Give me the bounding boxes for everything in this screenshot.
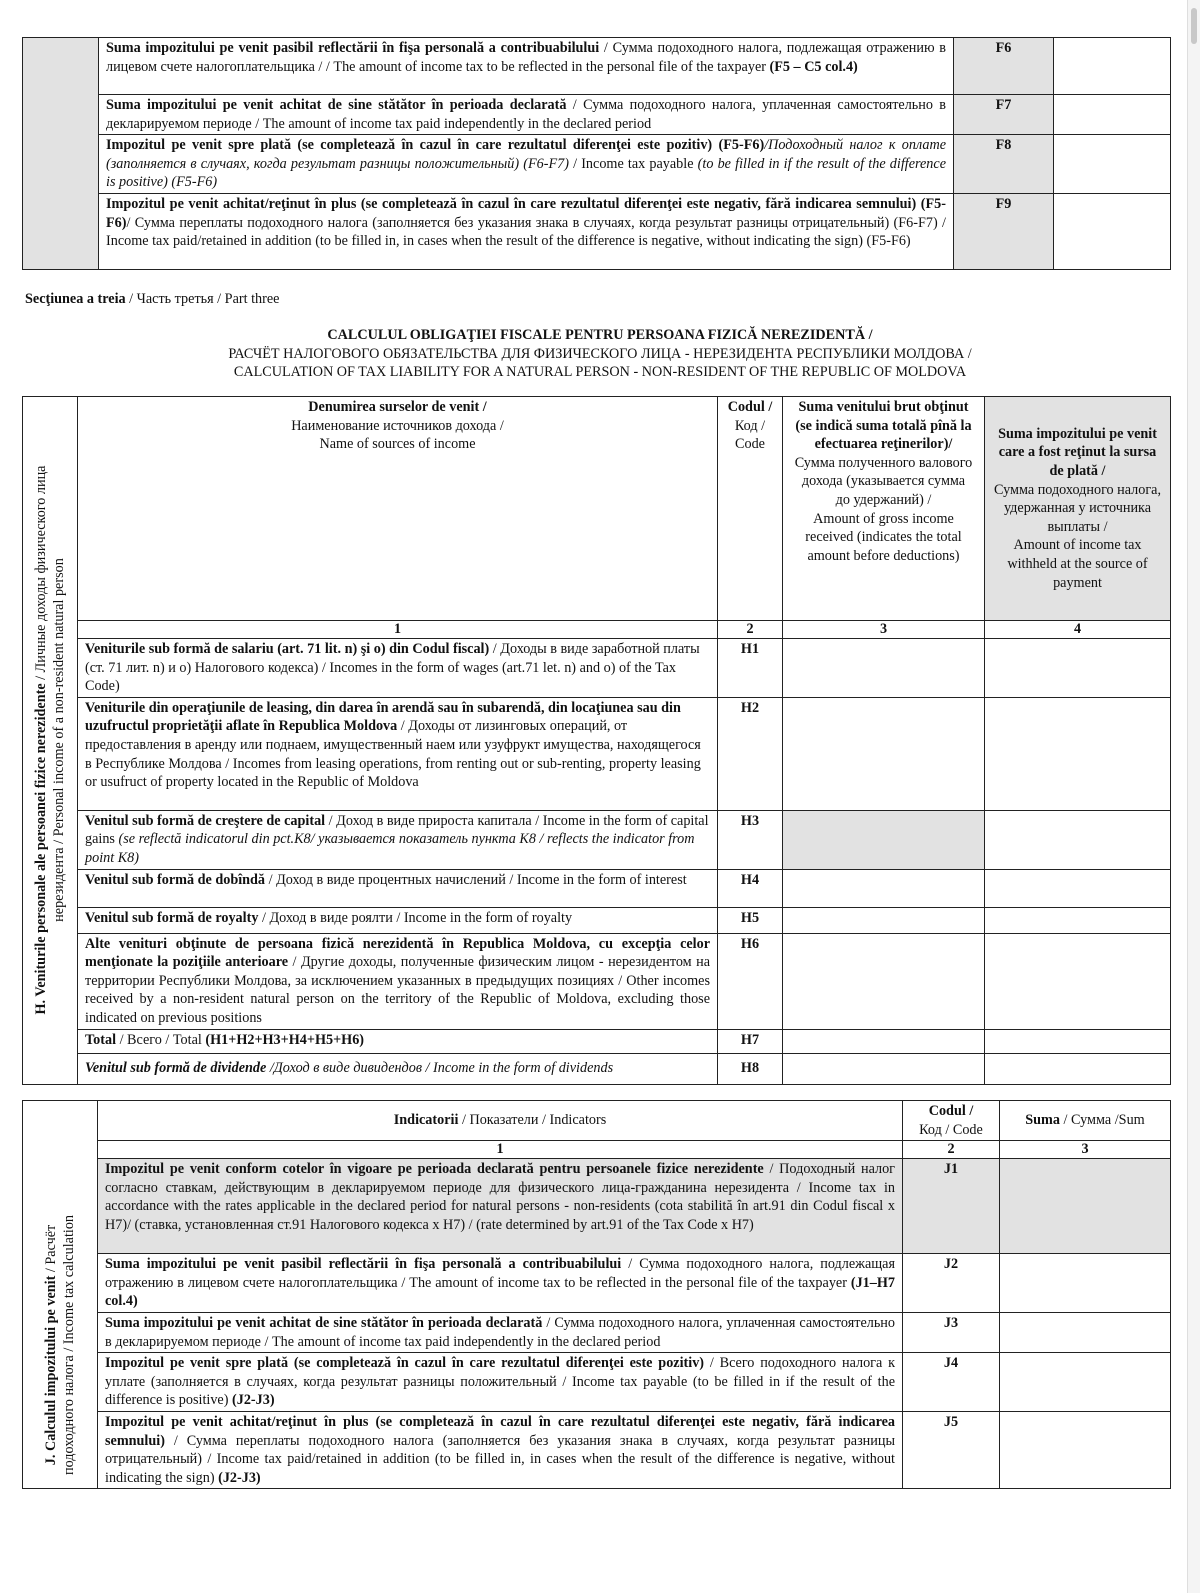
label-text: / Сумма подоходного налога, уплаченная самостоятельно в декларируемом периоде / The amount of income tax paid independently in the declared period xyxy=(105,1314,895,1350)
label-text-bold: (H1+H2+H3+H4+H5+H6) xyxy=(205,1031,365,1048)
label-text: / Другие доходы, полученные физическим лицом - нерезидентом на территории Республики Молдова, за исключением указанных в предыдущих позициях / Other incomes received by a non-resident natural person on the territory of the Republic of Moldova, excluding those indicated on previous positions xyxy=(85,954,710,1026)
column-number: 3 xyxy=(783,621,985,639)
column-number-row-j xyxy=(23,1141,1171,1159)
row-label-h3 xyxy=(78,810,718,869)
row-label-h4 xyxy=(78,869,718,907)
value-cell-h1-gross[interactable] xyxy=(783,639,985,698)
value-cell-h3-tax[interactable] xyxy=(985,810,1171,869)
label-text-bold: Venitul sub formă de dobîndă xyxy=(85,871,266,888)
column-header-gross-ru: Сумма полученного валового дохода (указывается сумма до удержаний) / xyxy=(794,454,973,508)
column-header-indicators-ro: Indicatorii xyxy=(393,1112,459,1129)
row-code-j3: J3 xyxy=(903,1312,1000,1352)
column-header-tax-ru: Сумма подоходного налога, удержанная у источника выплаты / xyxy=(993,481,1162,535)
label-text-bold: (J2-J3) xyxy=(218,1469,261,1486)
column-header-gross-income xyxy=(783,397,985,621)
table-row-h8 xyxy=(23,1053,1171,1084)
column-header-sum-rest: / Сумма /Sum xyxy=(1059,1112,1145,1129)
vertical-scrollbar[interactable] xyxy=(1187,0,1200,1593)
column-number: 2 xyxy=(903,1141,1000,1159)
row-label-f8 xyxy=(99,135,954,194)
label-text-bold: Venitul sub formă de royalty xyxy=(85,909,259,926)
value-cell-j2[interactable] xyxy=(1000,1254,1171,1313)
column-header-sum-ro: Suma xyxy=(1025,1112,1060,1129)
table-row-h4 xyxy=(23,869,1171,907)
value-cell-h4-tax[interactable] xyxy=(985,869,1171,907)
row-code-f9: F9 xyxy=(954,193,1054,269)
label-text: / Сумма подоходного налога, уплаченная самостоятельно в декларируемом периоде / The amount of income tax paid independently in the declared period xyxy=(106,97,947,132)
label-text-bold: Suma impozitului pe venit pasibil reflectării în fişa personală a contribuabilului xyxy=(106,40,600,56)
value-cell-j4[interactable] xyxy=(1000,1353,1171,1412)
section-label-rest: / Часть третья / Part three xyxy=(125,291,280,307)
label-text-italic: (to be filled in if the result of the difference is positive) (F5-F6) xyxy=(106,155,946,191)
label-text: / Подоходный налог согласно ставкам, действующим в декларируемом периоде для физического лица-гражданина нерезидента / Income tax in accordance with the rates applicable in the declared period for natural persons - non-residents (cota stabilită în art.91 din Codul fiscal x H7)/ (ставка, установленная ст.91 Налогового кодекса x H7) / (rate determined by art.91 of the Tax Code x H7) xyxy=(105,1161,896,1233)
row-code-h1: H1 xyxy=(718,639,783,698)
title-line-ru: РАСЧЁТ НАЛОГОВОГО ОБЯЗАТЕЛЬСТВА ДЛЯ ФИЗИЧЕСКОГО ЛИЦА - НЕРЕЗИДЕНТА РЕСПУБЛИКИ МОЛДОВА / xyxy=(228,345,972,362)
row-code-f6: F6 xyxy=(954,38,1054,95)
column-header-code-ro: Codul / xyxy=(727,399,773,415)
column-header-gross-ro: Suma venitului brut obţinut (se indică suma totală pînă la efectuarea reţinerilor)/ xyxy=(795,399,972,453)
row-label-j1 xyxy=(98,1159,903,1254)
table-row-j2 xyxy=(23,1254,1171,1313)
column-number-row xyxy=(23,621,1171,639)
label-text-bold: Impozitul pe venit spre plată (se completează în cazul în care rezultatul diferenţei este pozitiv) (F5-F6) xyxy=(106,137,765,154)
row-label-f9 xyxy=(99,193,954,269)
row-code-f8: F8 xyxy=(954,135,1054,194)
label-text: / Income tax payable xyxy=(568,155,698,172)
label-text-bold: Veniturile din operaţiunile de leasing, din darea în arendă sau în subarendă, din locaţiunea sau din uzufructul proprietăţii aflate în Republica Moldova xyxy=(85,699,681,735)
row-code-h6: H6 xyxy=(718,933,783,1029)
value-cell-j5[interactable] xyxy=(1000,1411,1171,1488)
row-code-f7: F7 xyxy=(954,95,1054,135)
value-cell-j1[interactable] xyxy=(1000,1159,1171,1254)
value-cell-f7[interactable] xyxy=(1054,95,1171,135)
table-row-f9 xyxy=(23,193,1171,269)
section-label xyxy=(25,290,279,309)
value-cell-h4-gross[interactable] xyxy=(783,869,985,907)
column-number: 1 xyxy=(98,1141,903,1159)
table-f-body xyxy=(23,38,1171,270)
value-cell-h8-tax[interactable] xyxy=(985,1053,1171,1084)
column-number: 1 xyxy=(78,621,718,639)
row-label-h5 xyxy=(78,907,718,933)
row-label-h1 xyxy=(78,639,718,698)
label-text-bold: Venitul sub formă de creştere de capital xyxy=(85,812,326,829)
label-text: / Доход в виде процентных начислений / Income in the form of interest xyxy=(265,871,687,888)
row-label-j5 xyxy=(98,1411,903,1488)
column-header-code-en: Code xyxy=(735,436,765,453)
table-row-f6 xyxy=(23,38,1171,95)
table-row-h7 xyxy=(23,1029,1171,1053)
table-j-side-label xyxy=(42,1215,78,1475)
row-label-f6 xyxy=(99,38,954,95)
column-header-name-ru: Наименование источников дохода / xyxy=(291,417,504,434)
value-cell-f9[interactable] xyxy=(1054,193,1171,269)
table-row-j4 xyxy=(23,1353,1171,1412)
label-text: / Доходы от лизинговых операций, от предоставления в аренду или поднаем, имущественный наем или узуфрукт имущества, находящегося в Республике Молдова / Incomes from leasing operations, from renting out or sub-renting, property leasing or usufruct of property located in the Republic of Moldova xyxy=(85,718,701,791)
label-text-bold: Impozitul pe venit achitat/reţinut în plus (se completează în cazul în care rezultatul diferenţei este negativ, fără indicarea semnului) xyxy=(105,1413,895,1449)
row-label-j3 xyxy=(98,1312,903,1352)
label-text: / Всего подоходного налога к уплате (заполняется в случаях, когда результат разницы положительный / Income tax payable (to be filled in if the result of the difference is positive) xyxy=(105,1355,895,1409)
label-text-italic: /Доход в виде дивидендов / Income in the form of dividends xyxy=(266,1060,614,1077)
column-header-indicators-rest: / Показатели / Indicators xyxy=(458,1112,607,1129)
column-header-code-j xyxy=(903,1101,1000,1141)
column-header-tax-en: Amount of income tax withheld at the source of payment xyxy=(1007,537,1148,591)
row-code-h7: H7 xyxy=(718,1029,783,1053)
row-code-h4: H4 xyxy=(718,869,783,907)
table-j-side-label-cell xyxy=(23,1101,98,1489)
row-label-h7 xyxy=(78,1029,718,1053)
label-text-bold: (J1–H7 col.4) xyxy=(105,1274,895,1310)
value-cell-h5-gross[interactable] xyxy=(783,907,985,933)
row-label-h2 xyxy=(78,697,718,810)
side-label-j-bold: J. Calculul impozitului pe venit xyxy=(43,1275,59,1466)
value-cell-h2-gross[interactable] xyxy=(783,697,985,810)
table-h-side-label xyxy=(32,466,68,1015)
label-text: / Всего / Total xyxy=(116,1031,206,1048)
table-h-side-label-cell xyxy=(23,397,78,1085)
value-cell-h7-gross[interactable] xyxy=(783,1029,985,1053)
column-header-code-j-rest: Код / Code xyxy=(919,1121,983,1138)
table-h-body xyxy=(23,397,1171,1085)
label-text-bold: Suma impozitului pe venit achitat de sine stătător în perioada declarată xyxy=(106,97,567,113)
table-row-f8 xyxy=(23,135,1171,194)
label-text: / Доход в виде роялти / Income in the form of royalty xyxy=(258,909,573,926)
value-cell-h6-tax[interactable] xyxy=(985,933,1171,1029)
row-label-j2 xyxy=(98,1254,903,1313)
label-text: / Доходы в виде заработной платы (ст. 71 лит. n) и o) Налогового кодекса) / Incomes in the form of wages (art.71 let. n) and o) of the Tax Code) xyxy=(85,641,700,695)
section-title xyxy=(0,326,1200,382)
label-text: / Сумма переплаты подоходного налога (заполняется без указания знака в случаях, когда результат разницы отрицательный) (F6-F7) / Income tax paid/retained in addition (to be filled in, in cases when the result of the difference is negative, without indicating the sign) (F5-F6) xyxy=(106,214,946,250)
side-label-h-rest: / Личные доходы физического лица xyxy=(33,465,49,684)
label-text-bold: (J2-J3) xyxy=(232,1392,275,1409)
value-cell-f8[interactable] xyxy=(1054,135,1171,194)
column-header-code-j-ro: Codul / xyxy=(928,1103,974,1119)
value-cell-h2-tax[interactable] xyxy=(985,697,1171,810)
label-text: / Сумма подоходного налога, подлежащая отражению в лицевом счете налогоплательщика / The amount of income tax to be reflected in the personal file of the taxpayer xyxy=(105,1256,895,1291)
title-line-en: CALCULATION OF TAX LIABILITY FOR A NATURAL PERSON - NON-RESIDENT OF THE REPUBLIC OF MOLDOVA xyxy=(233,364,967,380)
value-cell-h7-tax[interactable] xyxy=(985,1029,1171,1053)
value-cell-j3[interactable] xyxy=(1000,1312,1171,1352)
value-cell-h1-tax[interactable] xyxy=(985,639,1171,698)
label-text-bold: Impozitul pe venit conform cotelor în vigoare pe perioada declarată pentru persoanele fizice nerezidente xyxy=(105,1161,764,1178)
column-header-sum xyxy=(1000,1101,1171,1141)
label-text-bold: Impozitul pe venit achitat/reţinut în plus (se completează în cazul în care rezultatul diferenţei este negativ, fără indicarea semnului) (F5-F6) xyxy=(106,195,946,231)
value-cell-h3-gross[interactable] xyxy=(783,810,985,869)
side-label-j-rest: / Расчёт xyxy=(43,1224,59,1276)
column-header-indicators xyxy=(98,1101,903,1141)
row-code-j4: J4 xyxy=(903,1353,1000,1412)
label-text-bold: Alte venituri obţinute de persoana fizică nerezidentă în Republica Moldova, cu excepţia celor menţionate la poziţiile anterioare xyxy=(85,935,710,971)
row-code-j5: J5 xyxy=(903,1411,1000,1488)
table-j xyxy=(22,1100,1171,1489)
row-label-j4 xyxy=(98,1353,903,1412)
table-row-f7 xyxy=(23,95,1171,135)
column-number: 3 xyxy=(1000,1141,1171,1159)
label-text-italic: (se reflectă indicatorul din pct.K8/ указывается показатель пункта K8 / reflects the indicator from point K8) xyxy=(85,831,695,866)
scrollbar-thumb[interactable] xyxy=(1191,8,1197,44)
table-h-header-row xyxy=(23,397,1171,621)
column-header-code-ru: Код / xyxy=(734,417,766,434)
label-text: / Сумма подоходного налога, подлежащая отражению в лицевом счете налогоплательщика / / The amount of income tax to be reflected in the personal file of the taxpayer xyxy=(106,40,946,75)
column-header-name xyxy=(78,397,718,621)
row-code-j1: J1 xyxy=(903,1159,1000,1254)
value-cell-h6-gross[interactable] xyxy=(783,933,985,1029)
label-text: / Сумма переплаты подоходного налога (заполняется без указания знака в случаях, когда результат разницы отрицательный) / Income tax paid/retained in addition (to be filled in, in cases when the result of the difference is negative, without indicating the sign) xyxy=(105,1432,895,1486)
column-number: 2 xyxy=(718,621,783,639)
table-row-h5 xyxy=(23,907,1171,933)
row-code-h5: H5 xyxy=(718,907,783,933)
row-code-j2: J2 xyxy=(903,1254,1000,1313)
column-header-tax-ro: Suma impozitului pe venit care a fost reţinut la sursa de plată / xyxy=(998,425,1157,480)
table-f xyxy=(22,37,1171,270)
row-code-h2: H2 xyxy=(718,697,783,810)
label-text: / Доход в виде прироста капитала / Income in the form of capital gains xyxy=(85,812,709,848)
side-label-h-bold: H. Veniturile personale ale persoanei fizice nerezidente xyxy=(33,683,49,1015)
side-label-j-line2: подоходного налога / Income tax calculation xyxy=(61,1214,77,1476)
table-row-j1 xyxy=(23,1159,1171,1254)
label-text-bold: Veniturile sub formă de salariu (art. 71 lit. n) şi o) din Codul fiscal) xyxy=(85,641,490,657)
table-j-body xyxy=(23,1101,1171,1489)
table-row-j3 xyxy=(23,1312,1171,1352)
label-text-bold: (F5 – C5 col.4) xyxy=(769,58,858,75)
column-header-name-en: Name of sources of income xyxy=(319,436,476,453)
side-label-h-line2: нерезидента / Personal income of a non-resident natural person xyxy=(51,558,67,923)
label-text-bold: Venitul sub formă de dividende xyxy=(85,1060,267,1077)
label-text-bold: Total xyxy=(85,1031,117,1048)
label-text-bold: Impozitul pe venit spre plată (se completează în cazul în care rezultatul diferenţei este pozitiv) xyxy=(105,1355,705,1372)
section-label-bold: Secţiunea a treia xyxy=(25,291,126,307)
table-row-h6 xyxy=(23,933,1171,1029)
title-line-ro: CALCULUL OBLIGAŢIEI FISCALE PENTRU PERSOANA FIZICĂ NEREZIDENTĂ / xyxy=(327,327,873,343)
table-row-h3 xyxy=(23,810,1171,869)
table-row-h2 xyxy=(23,697,1171,810)
value-cell-h5-tax[interactable] xyxy=(985,907,1171,933)
label-text-bold: Suma impozitului pe venit pasibil reflectării în fişa personală a contribuabilului xyxy=(105,1256,622,1273)
table-row-j5 xyxy=(23,1411,1171,1488)
table-j-header-row xyxy=(23,1101,1171,1141)
column-number: 4 xyxy=(985,621,1171,639)
column-header-tax-withheld xyxy=(985,397,1171,621)
row-label-h6 xyxy=(78,933,718,1029)
row-code-h8: H8 xyxy=(718,1053,783,1084)
row-code-h3: H3 xyxy=(718,810,783,869)
table-h xyxy=(22,396,1171,1085)
column-header-name-ro: Denumirea surselor de venit / xyxy=(308,399,487,415)
column-header-gross-en: Amount of gross income received (indicates the total amount before deductions) xyxy=(805,510,962,564)
row-label-h8 xyxy=(78,1053,718,1084)
column-header-code xyxy=(718,397,783,621)
label-text-italic: /Подоходный налог к оплате (заполняется в случаях, когда результат разницы положительный) (F6-F7) xyxy=(106,137,946,172)
value-cell-h8-gross[interactable] xyxy=(783,1053,985,1084)
row-label-f7 xyxy=(99,95,954,135)
table-row-h1 xyxy=(23,639,1171,698)
label-text-bold: Suma impozitului pe venit achitat de sine stătător în perioada declarată xyxy=(105,1314,543,1331)
value-cell-f6[interactable] xyxy=(1054,38,1171,95)
table-f-side-cell xyxy=(23,38,99,270)
